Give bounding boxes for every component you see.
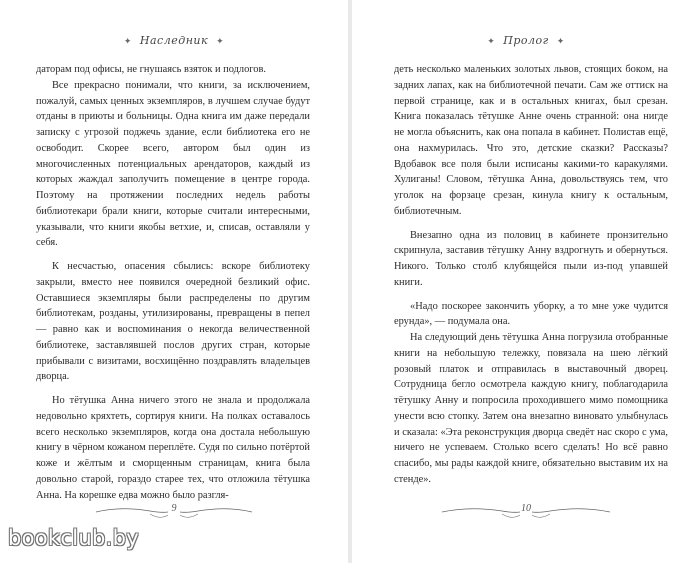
right-running-head-title: Пролог: [503, 34, 549, 47]
paragraph: деть несколько маленьких золотых львов, стоящих боком, на задних лапах, как на библиотечной печати. Сам же оттиск на первой странице, как и в остальных книгах, был срезан. Книга показалась тётушке Анне очень странной: она нигде не могла объяснить, как она попала в кабинет. Полистав ещё, она нахмурилась. Что это, детские сказки? Рассказы? Вдобавок все поля были исписаны какими-то каракулями. Хулиганы! Словом, тётушка Анна, довольствуясь тем, что уголок на форзаце срезан, кинула книгу к остальным, библиотечным.: [394, 64, 668, 217]
left-page-text: [36, 62, 310, 503]
right-folio: [352, 500, 700, 524]
left-folio: [0, 500, 348, 524]
right-page: [352, 0, 700, 563]
ornament-icon: ✦: [556, 37, 565, 47]
ornament-icon: ✦: [216, 37, 225, 47]
watermark-logo: bookclub.by: [8, 526, 139, 550]
left-page: [0, 0, 348, 563]
paragraph: К несчастью, опасения сбылись: вскоре библиотеку закрыли, вместо нее появился очередной безликий офис. Оставшиеся экземпляры были распределены по другим библиотекам, розданы, утилизированы, превращены в пепел — равно как и воспоминания о некогда величественной библиотеке, заставлявшей послов других стран, которые прибывали с визитами, восхищённо поздравлять владельцев дворца.: [36, 261, 310, 383]
ornament-icon: ✦: [487, 37, 496, 47]
paragraph: Но тётушка Анна ничего этого не знала и продолжала недовольно кряхтеть, сортируя книги. На полках оставалось всего несколько экземпляров, когда она достала небольшую книгу в чёрном кожаном переплёте. Судя по сильно потёртой коже и жёлтым и сморщенным страницам, книга была довольно старой, гораздо старее тех, что отложила тётушка Анна. На корешке едва можно было разгля-: [36, 395, 310, 501]
right-running-head: [352, 34, 700, 47]
paragraph: Внезапно одна из половиц в кабинете пронзительно скрипнула, заставив тётушку Анну вздрогнуть и обернуться. Никого. Только столб клубящейся пыли из-под упавшей книги.: [394, 229, 668, 288]
left-page-number: 9: [171, 503, 177, 514]
paragraph: «Надо поскорее закончить уборку, а то мне уже чудится ерунда», — подумала она.: [394, 300, 668, 328]
ornament-icon: ✦: [123, 37, 132, 47]
paragraph: Все прекрасно понимали, что книги, за исключением, пожалуй, самых ценных экземпляров, в лучшем случае будут отданы в приюты и больницы. Одна книга им даже передали записку с угрозой поджечь здание, если библиотека его не освободит. Скорее всего, автором был один из многочисленных потенциальных арендаторов, каждый из которых жаждал заполучить помещение в центре города. Поэтому на протяжении последних недель работы библиотекари брали книги, которые считали интересными, указывали, что книги якобы ветхие, и, списав, оставляли у себя.: [36, 79, 310, 249]
paragraph: На следующий день тётушка Анна погрузила отобранные книги на небольшую тележку, повязала на шею лёгкий розовый платок и отправилась в выставочный дворец. Сотрудница бегло осмотрела каждую книгу, поблагодарила тётушку Анну и попросила проходившего мимо помощника унести всю стопку. Затем она внезапно виновато улыбнулась и сказала: «Эта реконструкция дворца сведёт нас скоро с ума, ничего не успеваем. Столько всего сделать! Но всё равно спасибо, мы рады каждой книге, обязательно выставим их на стенде».: [394, 332, 668, 485]
left-running-head: [0, 34, 348, 47]
right-page-number: 10: [521, 503, 531, 514]
right-page-text: [394, 62, 668, 488]
paragraph: даторам под офисы, не гнушаясь взяток и подлогов.: [36, 64, 266, 75]
left-running-head-title: Наследник: [139, 34, 209, 47]
